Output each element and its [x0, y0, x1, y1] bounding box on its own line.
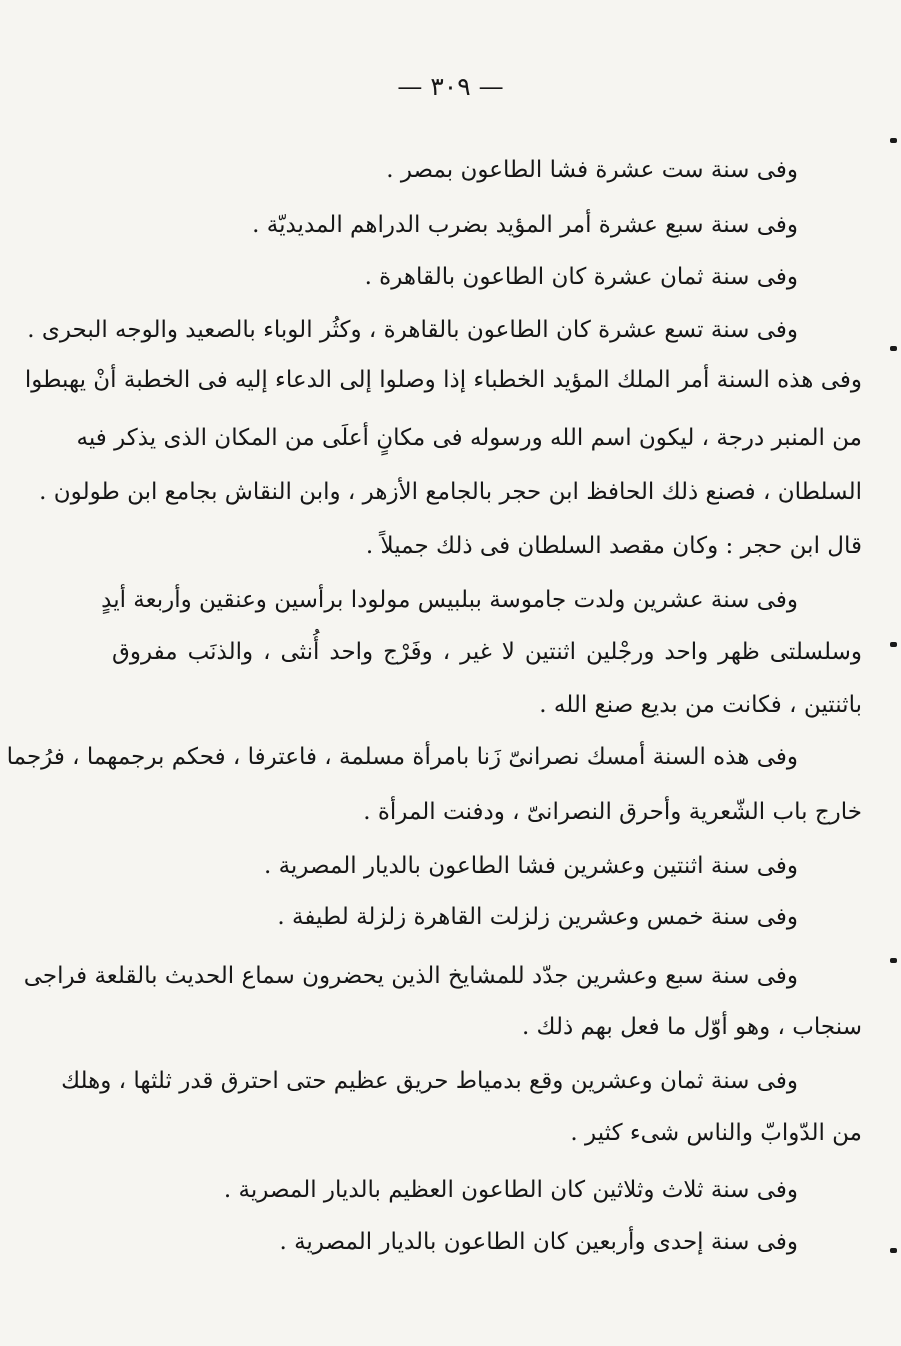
text-line: وفى سنة ست عشرة فشا الطاعون بمصر . [386, 157, 798, 183]
text-line: باثنتين ، فكانت من بديع صنع الله . [539, 692, 862, 718]
text-line: وفى سنة ثلاث وثلاثين كان الطاعون العظيم بالديار المصرية . [223, 1177, 798, 1203]
text-line: وسلسلتى ظهر واحد ورجْلين اثنتين لا غير ، وفَرْج واحد أُنثى ، والذنَب مفروق [112, 639, 862, 665]
text-line: وفى سنة سبع عشرة أمر المؤيد بضرب الدراهم المديديّة . [252, 212, 798, 238]
margin-mark [890, 958, 897, 963]
text-line: وفى هذه السنة أمر الملك المؤيد الخطباء إذا وصلوا إلى الدعاء إليه فى الخطبة أنْ يهبطوا [24, 367, 862, 393]
text-line: قال ابن حجر : وكان مقصد السلطان فى ذلك جميلاً . [365, 533, 862, 559]
text-line: وفى هذه السنة أمسك نصرانىّ زَنا بامرأة مسلمة ، فاعترفا ، فحكم برجمهما ، فرُجما [6, 744, 798, 770]
text-line: سنجاب ، وهو أوّل ما فعل بهم ذلك . [521, 1014, 862, 1040]
text-line: من الدّوابّ والناس شىء كثير . [570, 1120, 862, 1146]
text-line: وفى سنة اثنتين وعشرين فشا الطاعون بالديار المصرية . [263, 853, 798, 879]
text-line: السلطان ، فصنع ذلك الحافظ ابن حجر بالجامع الأزهر ، وابن النقاش بجامع ابن طولون . [39, 479, 862, 505]
text-line: وفى سنة سبع وعشرين جدّد للمشايخ الذين يحضرون سماع الحديث بالقلعة فراجى [23, 963, 798, 989]
margin-mark [890, 346, 897, 351]
text-line: وفى سنة ثمان وعشرين وقع بدمياط حريق عظيم حتى احترق قدر ثلثها ، وهلك [61, 1068, 798, 1094]
text-line: وفى سنة إحدى وأربعين كان الطاعون بالديار المصرية . [279, 1229, 798, 1255]
text-line: من المنبر درجة ، ليكون اسم الله ورسوله فى مكانٍ أعلَى من المكان الذى يذكر فيه [76, 425, 862, 451]
text-line: وفى سنة خمس وعشرين زلزلت القاهرة زلزلة لطيفة . [277, 904, 798, 930]
margin-mark [890, 642, 897, 647]
margin-mark [890, 138, 897, 143]
text-line: خارج باب الشّعرية وأحرق النصرانىّ ، ودفنت المرأة . [363, 799, 862, 825]
text-line: وفى سنة ثمان عشرة كان الطاعون بالقاهرة . [364, 264, 798, 290]
text-line: وفى سنة تسع عشرة كان الطاعون بالقاهرة ، وكثُر الوباء بالصعيد والوجه البحرى . [27, 317, 798, 343]
page-number: — ٣٠٩ — [397, 72, 504, 101]
margin-mark [890, 1248, 897, 1253]
text-line: وفى سنة عشرين ولدت جاموسة ببلبيس مولودا برأسين وعنقين وأربعة أيدٍ [101, 587, 798, 613]
